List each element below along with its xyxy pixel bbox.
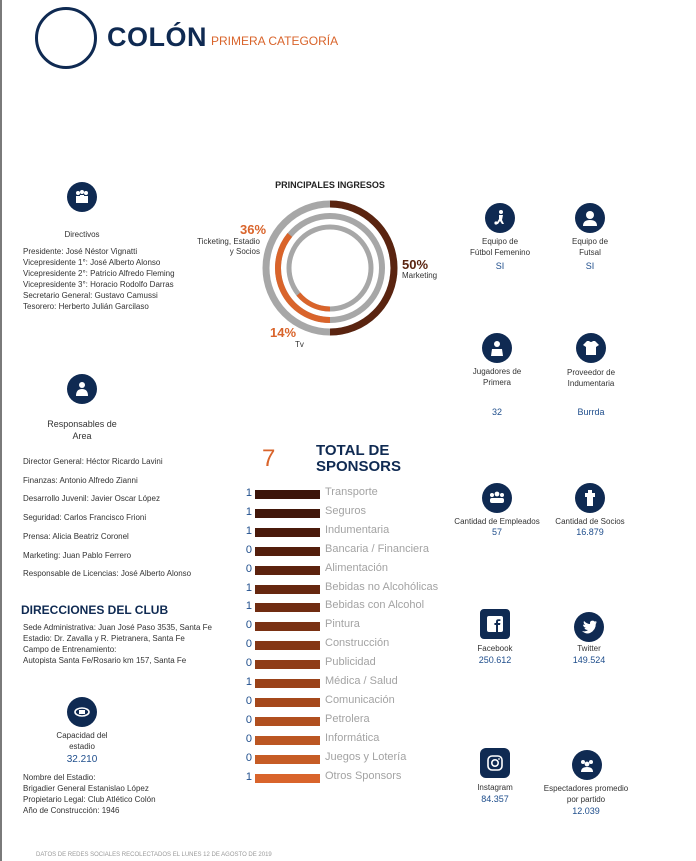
sponsor-row bbox=[230, 561, 470, 580]
sponsor-row bbox=[230, 693, 470, 712]
facebook-label: Facebook bbox=[477, 644, 513, 653]
sponsor-bar bbox=[255, 698, 320, 707]
proveedor-label-line2: Indumentaria bbox=[567, 379, 615, 388]
jugadores-value: 32 bbox=[491, 407, 502, 417]
sponsor-label: Indumentaria bbox=[325, 523, 390, 536]
club-name: COLÓN bbox=[107, 22, 207, 52]
stadium-capacity-label-line1: Capacidad del bbox=[56, 731, 108, 740]
sponsor-bar bbox=[255, 679, 320, 688]
sponsor-label: Publicidad bbox=[325, 656, 376, 669]
direcciones-title: DIRECCIONES DEL CLUB bbox=[21, 603, 169, 617]
stadium-capacity-label bbox=[30, 730, 134, 752]
instagram-value: 84.357 bbox=[481, 794, 509, 804]
sponsor-label: Bebidas no Alcohólicas bbox=[325, 580, 439, 593]
empleados-label: Cantidad de Empleados bbox=[454, 517, 540, 526]
facebook-icon bbox=[480, 609, 510, 639]
sponsor-count: 1 bbox=[245, 505, 252, 518]
directivo-line: Vicepresidente 1°: José Alberto Alonso bbox=[23, 258, 161, 267]
sponsors-total: 7 bbox=[262, 445, 276, 472]
jugadores-label bbox=[457, 366, 537, 388]
responsable-line: Marketing: Juan Pablo Ferrero bbox=[23, 551, 132, 560]
sponsor-label: Petrolera bbox=[325, 712, 370, 725]
ticketing-label-line1: Ticketing, Estadio bbox=[197, 237, 260, 246]
sponsor-bar bbox=[255, 774, 320, 783]
sponsor-count: 1 bbox=[245, 581, 252, 594]
futsal-label-line1: Equipo de bbox=[571, 237, 609, 246]
stadium-info-line: Propietario Legal: Club Atlético Colón bbox=[23, 795, 156, 804]
femenino-value: SI bbox=[495, 261, 505, 271]
direccion-line: Sede Administrativa: Juan José Paso 3535, Santa Fe bbox=[23, 623, 213, 632]
sponsor-label: Seguros bbox=[325, 504, 366, 517]
espectadores-icon bbox=[572, 750, 602, 780]
responsable-line: Prensa: Alicia Beatriz Coronel bbox=[23, 532, 129, 541]
sponsor-bar bbox=[255, 641, 320, 650]
sponsor-label: Informática bbox=[325, 731, 380, 744]
direccion-line: Campo de Entrenamiento: bbox=[23, 645, 117, 654]
ticketing-label bbox=[185, 237, 260, 257]
femenino-label-line1: Equipo de bbox=[481, 237, 519, 246]
stadium-capacity-label-line2: estadio bbox=[69, 742, 95, 751]
shirt-icon bbox=[576, 333, 606, 363]
sponsor-count: 0 bbox=[245, 732, 252, 745]
sponsors-title bbox=[316, 443, 401, 475]
facebook-value: 250.612 bbox=[478, 655, 512, 665]
ticketing-pct: 36% bbox=[240, 222, 267, 237]
socios-value: 16.879 bbox=[576, 527, 604, 537]
espectadores-label-line1: Espectadores promedio bbox=[543, 784, 629, 793]
sponsor-bar bbox=[255, 566, 320, 575]
sponsor-bar bbox=[255, 509, 320, 518]
espectadores-value: 12.039 bbox=[572, 806, 600, 816]
tv-label: Tv bbox=[295, 340, 304, 349]
sponsor-count: 0 bbox=[245, 638, 252, 651]
sponsor-row bbox=[230, 485, 470, 504]
femenino-icon bbox=[485, 203, 515, 233]
sponsors-title-line2: SPONSORS bbox=[316, 458, 402, 475]
sponsor-count: 0 bbox=[245, 751, 252, 764]
footer-note: DATOS DE REDES SOCIALES RECOLECTADOS EL LUNES 12 DE AGOSTO DE 2019 bbox=[36, 852, 272, 858]
club-category: PRIMERA CATEGORÍA bbox=[211, 34, 339, 48]
sponsor-bar bbox=[255, 603, 320, 612]
empleados-value: 57 bbox=[491, 527, 502, 537]
instagram-label: Instagram bbox=[477, 783, 513, 792]
sponsor-label: Otros Sponsors bbox=[325, 769, 402, 782]
employees-icon bbox=[482, 483, 512, 513]
sponsor-bar bbox=[255, 660, 320, 669]
jugadores-icon bbox=[482, 333, 512, 363]
directivo-line: Vicepresidente 3°: Horacio Rodolfo Darras bbox=[23, 280, 174, 289]
femenino-label bbox=[460, 236, 540, 258]
club-crest-circle bbox=[35, 7, 97, 69]
jugadores-label-line1: Jugadores de bbox=[472, 367, 522, 376]
twitter-value: 149.524 bbox=[572, 655, 606, 665]
sponsor-row bbox=[230, 542, 470, 561]
sponsor-row bbox=[230, 674, 470, 693]
femenino-label-line2: Fútbol Femenino bbox=[469, 248, 531, 257]
sponsor-row bbox=[230, 712, 470, 731]
proveedor-value: Burrda bbox=[577, 407, 605, 417]
sponsor-count: 0 bbox=[245, 694, 252, 707]
responsables-icon bbox=[67, 374, 97, 404]
stadium-capacity-value: 32.210 bbox=[66, 754, 98, 765]
sponsor-count: 1 bbox=[245, 770, 252, 783]
jugadores-label-line2: Primera bbox=[482, 378, 511, 387]
sponsor-label: Juegos y Lotería bbox=[325, 750, 407, 763]
sponsor-bar bbox=[255, 585, 320, 594]
sponsor-count: 1 bbox=[245, 676, 252, 688]
directivos-icon bbox=[67, 182, 97, 212]
instagram-icon bbox=[480, 748, 510, 778]
sponsor-bar bbox=[255, 755, 320, 764]
sponsor-label: Bebidas con Alcohol bbox=[325, 599, 425, 612]
sponsor-bar bbox=[255, 490, 320, 499]
marketing-label: Marketing bbox=[402, 271, 438, 280]
sponsor-row bbox=[230, 731, 470, 750]
stadium-info-line: Año de Construcción: 1946 bbox=[23, 806, 120, 815]
responsable-line: Seguridad: Carlos Francisco Frioni bbox=[23, 513, 147, 522]
sponsor-row bbox=[230, 523, 470, 542]
sponsor-row bbox=[230, 750, 470, 769]
futsal-label bbox=[550, 236, 630, 258]
sponsor-row bbox=[230, 617, 470, 636]
sponsor-row bbox=[230, 580, 470, 599]
directivo-line: Presidente: José Néstor Vignatti bbox=[23, 247, 138, 256]
ticketing-label-line2: y Socios bbox=[229, 247, 260, 256]
sponsor-count: 0 bbox=[245, 619, 252, 632]
proveedor-label bbox=[551, 367, 631, 389]
sponsor-count: 1 bbox=[245, 487, 252, 499]
sponsor-count: 1 bbox=[245, 524, 252, 537]
direccion-line: Estadio: Dr. Zavalla y R. Pietranera, Santa Fe bbox=[23, 634, 185, 643]
sponsor-count: 0 bbox=[245, 543, 252, 556]
stadium-info bbox=[23, 772, 233, 816]
responsable-line: Desarrollo Juvenil: Javier Oscar López bbox=[23, 494, 160, 503]
socios-label: Cantidad de Socios bbox=[555, 517, 625, 526]
sponsors-title-line1: TOTAL DE bbox=[316, 442, 390, 459]
directivo-line: Tesorero: Herberto Julián Garcilaso bbox=[23, 302, 149, 311]
sponsor-bar bbox=[255, 736, 320, 745]
sponsor-bar bbox=[255, 622, 320, 631]
ingresos-donut-chart bbox=[262, 200, 398, 336]
sponsor-label: Alimentación bbox=[325, 561, 388, 574]
futsal-value: SI bbox=[585, 261, 595, 271]
stadium-info-line: Brigadier General Estanislao López bbox=[23, 784, 149, 793]
sponsor-label: Construcción bbox=[325, 637, 390, 650]
tv-pct: 14% bbox=[270, 325, 297, 340]
sponsor-label: Comunicación bbox=[325, 693, 395, 706]
responsable-line: Responsable de Licencias: José Alberto Alonso bbox=[23, 569, 192, 578]
sponsor-count: 1 bbox=[245, 600, 252, 613]
proveedor-label-line1: Proveedor de bbox=[566, 368, 616, 377]
futsal-label-line2: Futsal bbox=[579, 248, 601, 257]
tv-arc bbox=[298, 294, 330, 309]
page-left-border bbox=[0, 0, 2, 861]
twitter-label: Twitter bbox=[577, 644, 601, 653]
sponsor-row bbox=[230, 504, 470, 523]
sponsor-count: 0 bbox=[245, 657, 252, 670]
responsables-title-line1: Responsables de bbox=[47, 419, 117, 429]
sponsor-bar bbox=[255, 528, 320, 537]
ingresos-title: PRINCIPALES INGRESOS bbox=[275, 180, 385, 190]
direcciones-list bbox=[23, 622, 233, 666]
directivos-title: Directivos bbox=[64, 230, 100, 239]
responsable-line: Finanzas: Antonio Alfredo Zianni bbox=[23, 476, 138, 485]
sponsor-bar bbox=[255, 717, 320, 726]
marketing-pct: 50% bbox=[402, 257, 429, 272]
sponsor-bar bbox=[255, 547, 320, 556]
sponsor-count: 0 bbox=[245, 562, 252, 575]
espectadores-label-line2: por partido bbox=[566, 795, 606, 804]
stadium-info-line: Nombre del Estadio: bbox=[23, 773, 96, 782]
sponsor-row bbox=[230, 598, 470, 617]
sponsor-label: Transporte bbox=[325, 486, 378, 498]
direccion-line: Autopista Santa Fe/Rosario km 157, Santa Fe bbox=[23, 656, 187, 665]
sponsor-label: Bancaria / Financiera bbox=[325, 542, 429, 555]
espectadores-label bbox=[530, 783, 642, 805]
sponsor-row bbox=[230, 636, 470, 655]
sponsor-label: Médica / Salud bbox=[325, 675, 398, 687]
responsables-title-line2: Area bbox=[72, 431, 92, 441]
socios-icon bbox=[575, 483, 605, 513]
twitter-icon bbox=[574, 612, 604, 642]
sponsor-row bbox=[230, 655, 470, 674]
responsables-title bbox=[30, 418, 134, 442]
stadium-icon bbox=[67, 697, 97, 727]
directivo-line: Secretario General: Gustavo Camussi bbox=[23, 291, 158, 300]
sponsor-row bbox=[230, 769, 470, 788]
futsal-icon bbox=[575, 203, 605, 233]
responsable-line: Director General: Héctor Ricardo Lavini bbox=[23, 457, 163, 466]
sponsor-label: Pintura bbox=[325, 618, 360, 631]
directivo-line: Vicepresidente 2°: Patricio Alfredo Fleming bbox=[23, 269, 175, 278]
sponsor-count: 0 bbox=[245, 713, 252, 726]
